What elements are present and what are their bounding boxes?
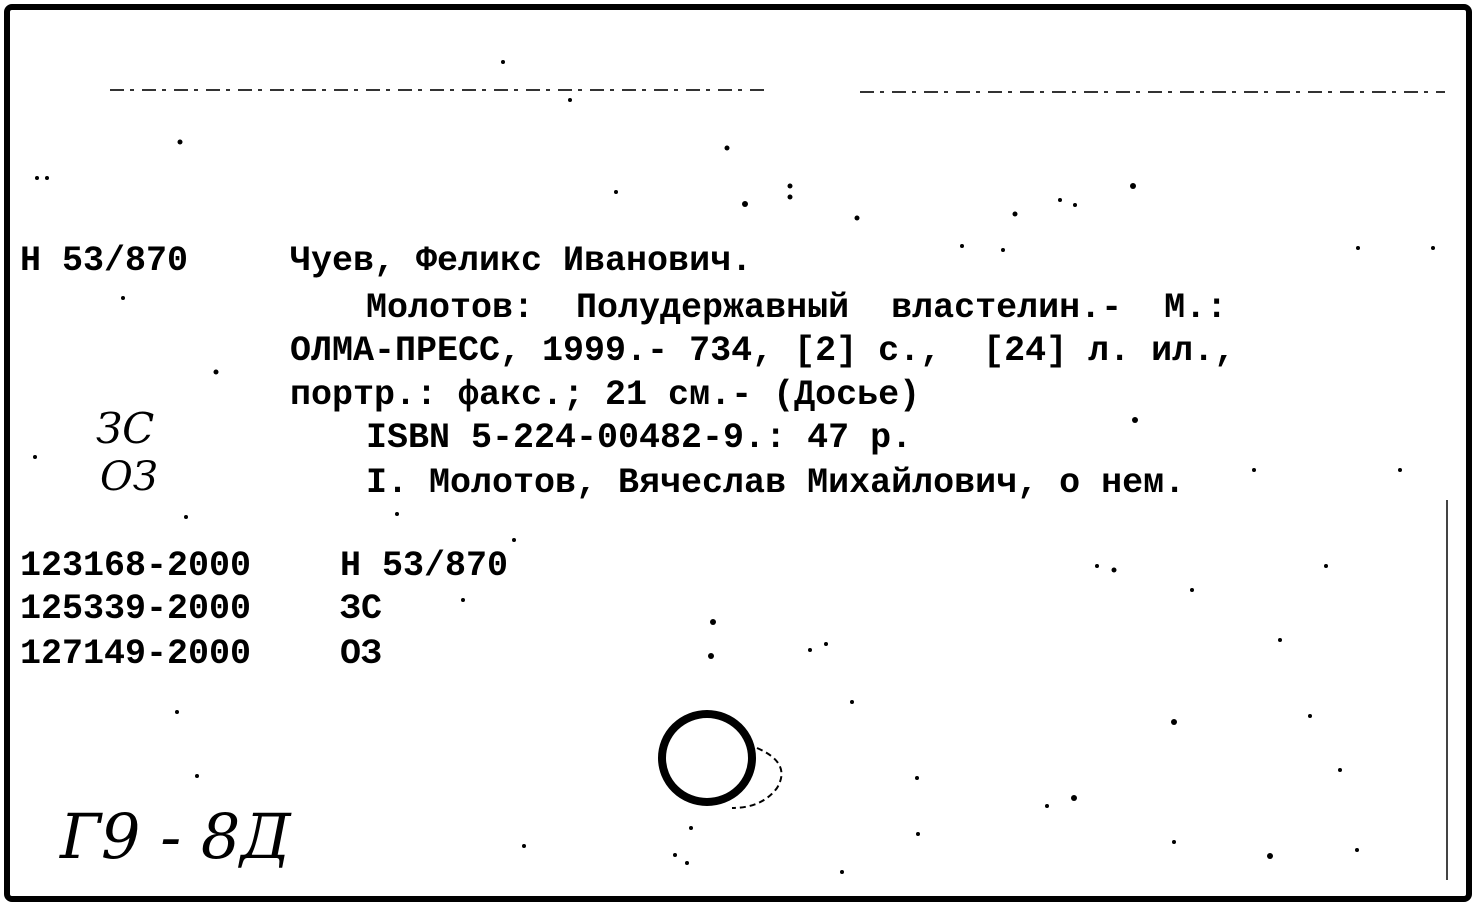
isbn-line: ISBN 5-224-00482-9.: 47 р. [366, 418, 913, 458]
accession-number: 127149-2000 [20, 634, 252, 674]
physical-description-line: портр.: факс.; 21 см.- (Досье) [290, 375, 921, 415]
handwritten-sigil: ЗС [96, 404, 155, 453]
title-line: Молотов: Полудержавный властелин.- М.: [366, 288, 1228, 328]
accession-number: 125339-2000 [20, 589, 252, 629]
publisher-line: ОЛМА-ПРЕСС, 1999.- 734, [2] с., [24] л. ил., [290, 331, 1236, 371]
punch-hole-icon [652, 708, 812, 818]
author-heading: Чуев, Феликс Иванович. [290, 241, 753, 281]
accession-number: 123168-2000 [20, 546, 252, 586]
handwritten-sigil: ОЗ [100, 454, 158, 500]
holding-location: ОЗ [340, 634, 383, 674]
shelfmark: Н 53/870 [20, 241, 189, 281]
holding-location: ЗС [340, 589, 383, 629]
subject-line: I. Молотов, Вячеслав Михайлович, о нем. [366, 463, 1186, 503]
holding-location: Н 53/870 [340, 546, 509, 586]
handwritten-note: Г9 - 8Д [60, 800, 291, 873]
